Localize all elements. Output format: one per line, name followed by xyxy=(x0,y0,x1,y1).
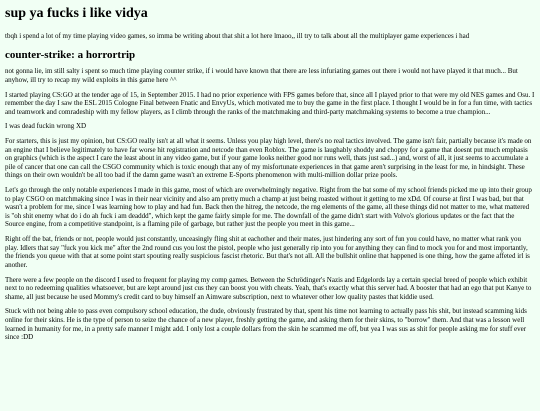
article-paragraph: not gonna lie, im still salty i spent so much time playing counter strike, if i would have known that there are less infuriating games out there i would not have played it that much... But anyhow, ill try to recap my wild exploits in this game here ^^ xyxy=(5,67,518,84)
article-body xyxy=(5,67,535,341)
article-heading: counter-strike: a horrortrip xyxy=(5,48,136,61)
article-paragraph: Right off the bat, friends or not, people would just constantly, unceasingly fling shit at eachother and their mates, just hindering any sort of fun you could have, no matter what rank you play. Idlers that say "fuck you kick me" after the 2nd round cus you lost the pistol, people who just generally rip into you for anything they can find to mock you for and most importantly, the friends you queue with that at some point start spouting really suspicious fascist rhetoric. But that's not all. All the bullshit online that happened is one thing, how the game affeted irl is another. xyxy=(5,235,530,269)
article-paragraph: There were a few people on the discord I used to frequent for playing my comp games. Between the Schrödinger's Nazis and Edgelords lay a certain special breed of people which exhibit next to no redeeming qualities whatsoever, but are kept around just cus they can boost you with cheats. Yeah, that's exactly what this server had. A booster that had an ego that put Kanye to shame, all just because he used Mommy's credit card to buy himself an Aimware subscription, next to whatever other low quality pastes that kiddie used. xyxy=(5,275,532,301)
article-paragraph: I was dead fuckin wrong XD xyxy=(5,122,87,131)
page-title: sup ya fucks i like vidya xyxy=(5,6,148,21)
article-paragraph: Stuck with not being able to pass even compulsory school education, the dude, obviously frustrated by that, spent his time not learning to actually pass his shit, but instead scamming kids online for their skins. He is the type of person to seize the chance of a new player, freshly getting the game, and asking them for their skins, to "borrow" them. And that was a lesson well learned in humanity for me, in a pretty safe manner I might add. I only lost a couple dollars from the skin he scammed me off, but yea I was sus as shit for people asking me for stuff ever since :DD xyxy=(5,307,527,342)
intro-paragraph: tbqh i spend a lot of my time playing video games, so imma be writing about that shit a lot here lmaoo,, ill try to talk about all the multiplayer game experiences i had xyxy=(5,32,470,41)
article-paragraph: I started playing CS:GO at the tender age of 15, in September 2015. I had no prior experience with FPS games before that, since all I played prior to that were my old NES games and Osu. I remember the day I saw the ESL 2015 Cologne Final between Fnatic and EnvyUs, which motivated me to buy the game in the first place. I thought I would be in for a fun time, with tactics and teamwork and comradeship with my fellow players, as I climb through the ranks of the matchmaking and third-party matchmaking systems to become a true champion... xyxy=(5,90,535,116)
article-paragraph: Let's go through the only notable experiences I made in this game, most of which are overwhelmingly negative. Right from the bat some of my school friends picked me up into their group to play CSGO on matchmaking since I was in their near vicinity and also am pretty much a champ at just being roasted without it getting to me xDd. Of course at first I was bad, but that wasn't a problem for me, since I was learning how to play and had fun. Back then the hitreg, the netcode, the rng elements of the game, all these things did not matter to me, what mattered is "oh shit enemy what do i do ah fuck i am deaddd", which kept the game fairly simple for me. The downfall of the game didn't start with Volvo's glorious updates or the fact that the Source engine, from a competitive standpoint, is a flaming pile of garbage, but rather just the people you meet in this game... xyxy=(5,186,532,229)
article-paragraph: For starters, this is just my opinion, but CS:GO really isn't at all what it seems. Unless you play high level, there's no real tactics involved. The game isn't fair, partially because it's made on an engine that I believe legitimately to have far worse hit registration and netcode than even Roblox. The game is laughably shoddy and choppy for a game that doesnt put much emphasis on graphics (which is the aspect I care the least about in any video game, but if your game looks neither good nor runs well, thats just sad...) and, worst of all, it just seems to accumulate a pile of cancer that one can call the CSGO community which is toxic enough that any of my misfortunate experiences in that game aren't surprising in the least for me, in hindsight. These things on their own wouldn't be all too bad if the damn game wasn't an extreme E-Sports phenomenon with multi-million dollar prize pools. xyxy=(5,137,532,180)
